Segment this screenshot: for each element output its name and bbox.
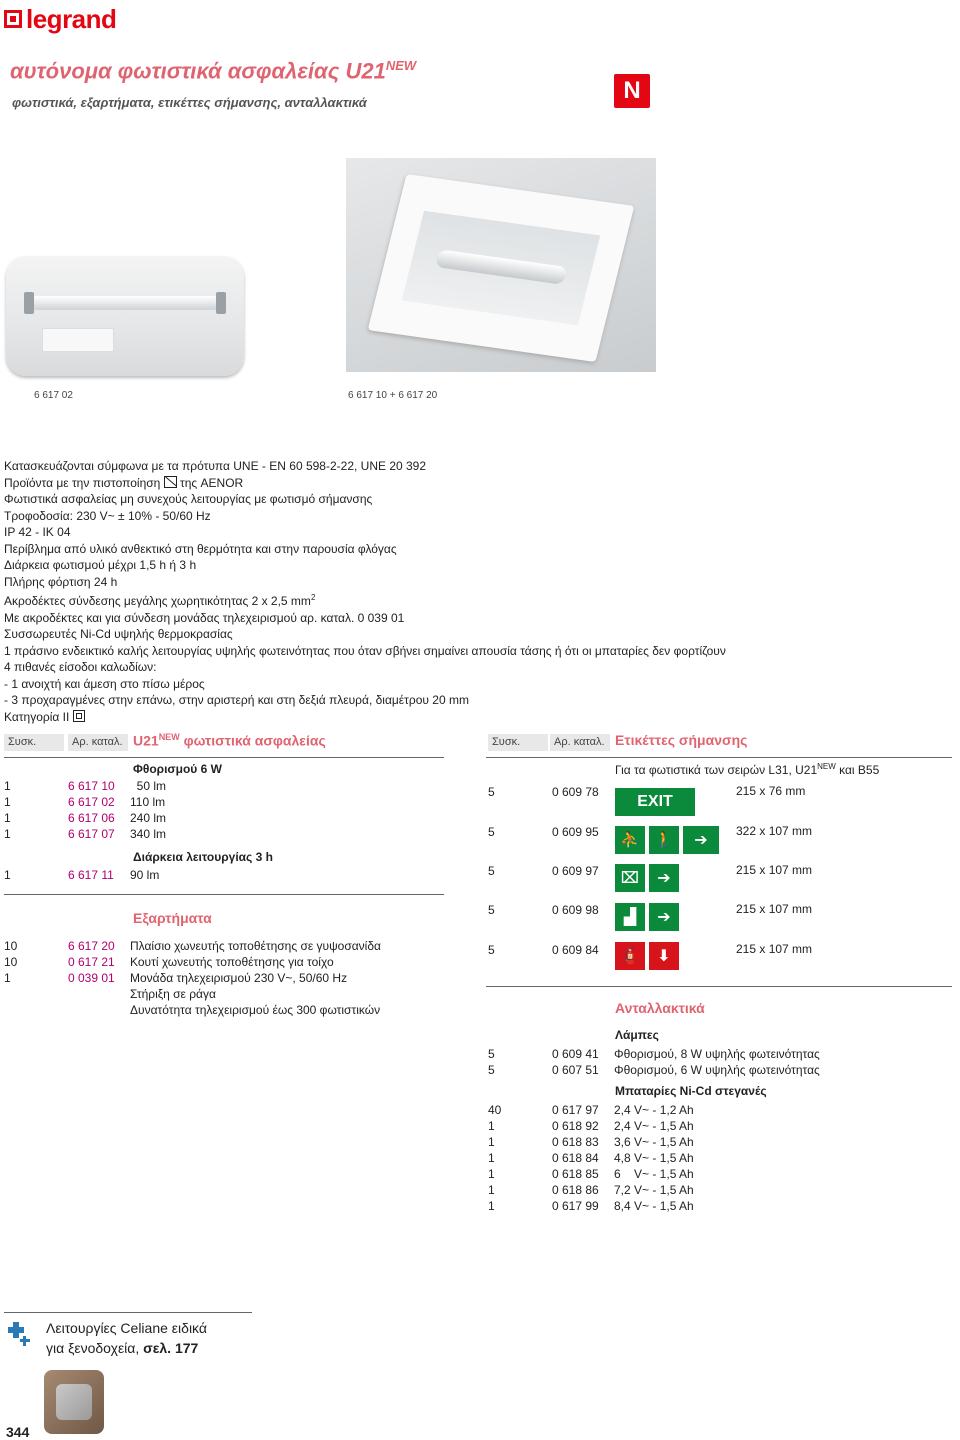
fire-extinguisher-sign xyxy=(615,942,679,970)
section-title-signs: Ετικέττες σήμανσης xyxy=(615,732,748,748)
spec-line: Κατασκευάζονται σύμφωνα με τα πρότυπα UNE - EN 60 598-2-22, UNE 20 392 xyxy=(4,459,427,473)
stairs-sign xyxy=(615,903,679,931)
product-photo-u21-recessed xyxy=(346,158,656,372)
col-header-ref-right: Αρ. καταλ. xyxy=(550,734,610,751)
sign-row-5: 5 0 609 84 xyxy=(488,943,599,957)
spec-line: Ακροδέκτες σύνδεσης μεγάλης χωρητικότητας 2 x 2,5 $mm^2$ xyxy=(4,593,316,608)
col-header-qty: Συσκ. xyxy=(4,734,64,751)
table-row: 10 0 617 21 Κουτί χωνευτής τοποθέτησης για τοίχο xyxy=(4,955,334,969)
accessory-rows xyxy=(4,938,381,1018)
spec-line: Πλήρης φόρτιση 24 h xyxy=(4,574,118,589)
table-row: 1 0 618 85 6 V~ - 1,5 Ah xyxy=(488,1167,694,1181)
section-title-spares: Ανταλλακτικά xyxy=(615,1000,705,1016)
aenor-cert-icon xyxy=(164,476,177,488)
group-title-batteries: Μπαταρίες Ni-Cd στεγανές xyxy=(615,1084,767,1098)
section-title-accessories: Εξαρτήματα xyxy=(133,910,212,926)
table-row: 1 0 039 01 Μονάδα τηλεχειρισμού 230 V~, 50/60 Hz xyxy=(4,971,348,985)
spec-line: Τροφοδοσία: 230 V~ ± 10% - 50/60 Hz xyxy=(4,508,211,523)
spec-line: 4 πιθανές είσοδοι καλωδίων: xyxy=(4,660,157,674)
spec-line: Προϊόντα με την πιστοποίηση της AENOR xyxy=(4,475,244,490)
page-title: αυτόνομα φωτιστικά ασφαλείας $U21^{NEW}$ xyxy=(10,58,417,84)
stairs-icon: ▟ xyxy=(615,903,645,931)
arrow-right-icon: ➔ xyxy=(649,864,679,892)
spec-line: Με ακροδέκτες και για σύνδεση μονάδας τηλεχειρισμού αρ. καταλ. 0 039 01 xyxy=(4,610,405,625)
class-ii-icon xyxy=(73,710,85,722)
table-row: 1 0 618 83 3,6 V~ - 1,5 Ah xyxy=(488,1135,694,1149)
new-badge: N xyxy=(614,74,650,108)
exit-sign-label: EXIT xyxy=(615,788,695,816)
col-header-ref: Αρ. καταλ. xyxy=(68,734,128,751)
section-divider xyxy=(4,757,444,758)
spec-list xyxy=(4,458,726,725)
arrow-right-icon: ➔ xyxy=(649,903,679,931)
table-row: 1 6 617 07 340 lm xyxy=(4,827,167,841)
legrand-logo xyxy=(4,4,116,34)
spec-line: - 3 προχαραγμένες στην επάνω, στην αριστερή και στη δεξιά πλευρά, διαμέτρου 20 mm xyxy=(4,693,469,707)
celiane-note: Λειτουργίες Celiane ειδικά για ξενοδοχεία, σελ. 177 xyxy=(46,1320,207,1356)
footer-divider xyxy=(4,1312,252,1313)
battery-rows xyxy=(488,1102,694,1214)
sign-dim: 215 x 107 mm xyxy=(736,902,813,916)
legrand-logo-mark xyxy=(4,10,22,28)
col-header-qty-right: Συσκ. xyxy=(488,734,548,751)
lamp-rows xyxy=(488,1046,820,1078)
table-row: 10 6 617 20 Πλαίσιο χωνευτής τοποθέτησης σε γυψοσανίδα xyxy=(4,939,381,953)
brand-name: legrand xyxy=(26,3,117,34)
page-subtitle: φωτιστικά, εξαρτήματα, ετικέττες σήμανσης, ανταλλακτικά xyxy=(12,95,367,110)
group-title-lamps: Λάμπες xyxy=(615,1028,659,1042)
photo-caption-left: 6 617 02 xyxy=(34,390,73,401)
arrow-down-icon: ⬇ xyxy=(649,942,679,970)
sign-dim: 215 x 107 mm xyxy=(736,942,813,956)
spec-line: Περίβλημα από υλικό ανθεκτικό στη θερμότητα και στην παρουσία φλόγας xyxy=(4,541,397,556)
door-arrow-sign xyxy=(615,864,679,892)
arrow-right-icon: ➔ xyxy=(683,826,719,854)
section-title-u21: $U21^{NEW}$ φωτιστικά ασφαλείας xyxy=(133,732,326,749)
fire-extinguisher-icon: 🧯 xyxy=(615,942,645,970)
celiane-page-link[interactable]: σελ. 177 xyxy=(143,1340,199,1356)
exit-sign xyxy=(615,788,695,816)
photo-caption-right: 6 617 10 + 6 617 20 xyxy=(348,390,438,401)
signs-intro: Για τα φωτιστικά των σειρών L31, $U21^{NEW}$ και B55 xyxy=(615,762,880,777)
running-man-icon: 🚶 xyxy=(649,826,679,854)
section-divider xyxy=(486,986,952,987)
table-row: 1 6 617 10 50 lm xyxy=(4,779,167,793)
table-row: Δυνατότητα τηλεχειρισμού έως 300 φωτιστικών xyxy=(130,1003,381,1017)
spec-line: Φωτιστικά ασφαλείας μη συνεχούς λειτουργίας με φωτισμό σήμανσης xyxy=(4,492,373,506)
group1-rows xyxy=(4,778,166,842)
running-man-arrow-sign xyxy=(615,826,719,854)
product-photo-u21-surface xyxy=(6,256,244,376)
sign-row-3: 5 0 609 97 xyxy=(488,864,599,878)
sign-row-1: 5 0 609 78 xyxy=(488,785,599,799)
spec-line: Συσσωρευτές Ni-Cd υψηλής θερμοκρασίας xyxy=(4,627,233,641)
table-row: 1 0 618 92 2,4 V~ - 1,5 Ah xyxy=(488,1119,694,1133)
table-row: 1 6 617 11 90 lm xyxy=(4,868,160,882)
group-title-3h: Διάρκεια λειτουργίας 3 h xyxy=(133,850,273,864)
running-man-icon: ⛹ xyxy=(615,826,645,854)
group-title-6w: Φθορισμού 6 W xyxy=(133,762,222,776)
spec-line: Κατηγορία II xyxy=(4,709,726,726)
table-row: 40 0 617 97 2,4 V~ - 1,2 Ah xyxy=(488,1103,694,1117)
section-divider xyxy=(486,757,952,758)
page-number: 344 xyxy=(6,1424,30,1440)
sign-row-4: 5 0 609 98 xyxy=(488,903,599,917)
sign-dim: 215 x 76 mm xyxy=(736,784,806,798)
table-row: 1 6 617 02 110 lm xyxy=(4,795,166,809)
table-row: 5 0 609 41 Φθορισμού, 8 W υψηλής φωτεινότητας xyxy=(488,1047,820,1061)
spec-line: IP 42 - IK 04 xyxy=(4,525,71,539)
celiane-switch-photo xyxy=(44,1370,104,1434)
table-row: Στήριξη σε ράγα xyxy=(130,987,216,1001)
section-divider xyxy=(4,894,444,895)
table-row: 1 0 618 84 4,8 V~ - 1,5 Ah xyxy=(488,1151,694,1165)
sign-dim: 322 x 107 mm xyxy=(736,824,813,838)
group2-rows xyxy=(4,867,159,883)
table-row: 5 0 607 51 Φθορισμού, 6 W υψηλής φωτεινότητας xyxy=(488,1063,820,1077)
table-row: 1 6 617 06 240 lm xyxy=(4,811,167,825)
ac-wave-icon: ~ xyxy=(107,508,115,523)
door-icon: ⌧ xyxy=(615,864,645,892)
sign-row-2: 5 0 609 95 xyxy=(488,825,599,839)
plus-cross-icon xyxy=(4,1318,34,1348)
spec-line: Διάρκεια φωτισμού μέχρι 1,5 h ή 3 h xyxy=(4,558,197,572)
spec-line: - 1 ανοιχτή και άμεση στο πίσω μέρος xyxy=(4,676,205,691)
table-row: 1 0 617 99 8,4 V~ - 1,5 Ah xyxy=(488,1199,694,1213)
spec-line: 1 πράσινο ενδεικτικό καλής λειτουργίας υψηλής φωτεινότητας που όταν σβήνει σημαίνει απουσία τάσης ή ότι οι μπαταρίες δεν φορτίζουν xyxy=(4,643,726,658)
sign-dim: 215 x 107 mm xyxy=(736,863,813,877)
table-row: 1 0 618 86 7,2 V~ - 1,5 Ah xyxy=(488,1183,694,1197)
